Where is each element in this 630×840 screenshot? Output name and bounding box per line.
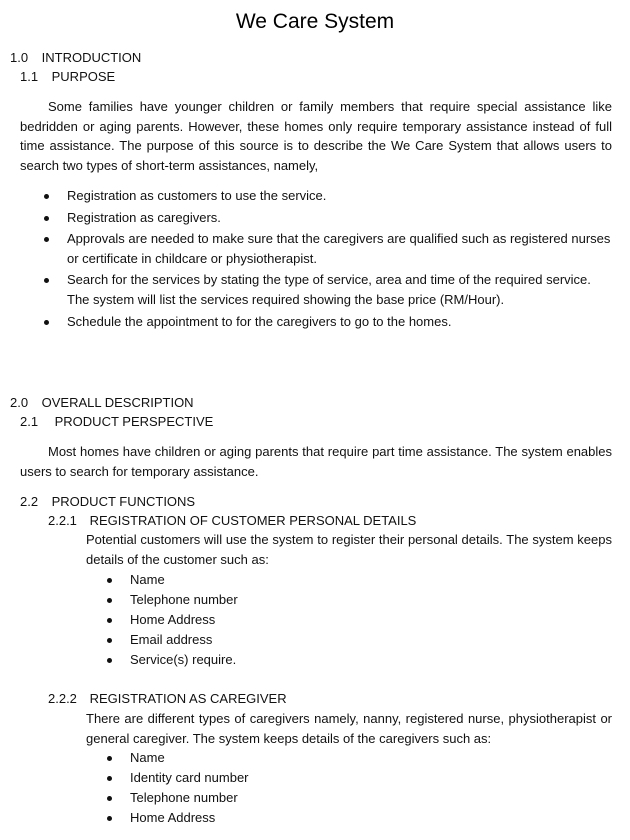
customer-details-paragraph: Potential customers will use the system to register their personal details. The system keeps details of the customer such as:	[86, 532, 612, 567]
list-item-text: Telephone number	[130, 592, 238, 607]
purpose-list-item	[41, 270, 612, 309]
list-item-text: Name	[130, 750, 165, 765]
list-item-text: Identity card number	[130, 770, 249, 785]
bullet-icon	[107, 796, 112, 801]
section-2-2-2-heading	[48, 690, 287, 708]
purpose-list-item	[41, 229, 612, 268]
list-item-text: Schedule the appointment to for the caregivers to go to the homes.	[67, 313, 452, 329]
bullet-icon	[107, 638, 112, 643]
list-item-text: Email address	[130, 632, 213, 647]
caregiver-field-item	[107, 808, 507, 828]
bullet-icon	[44, 237, 49, 242]
section-number: 1.0	[10, 50, 29, 65]
customer-field-item	[107, 650, 507, 670]
section-number: 2.2.1	[48, 513, 77, 528]
list-item-text: Registration as customers to use the service.	[67, 188, 327, 203]
bullet-icon	[107, 816, 112, 821]
purpose-list-item	[41, 208, 612, 228]
customer-fields-list	[107, 570, 507, 670]
section-2-2-heading	[20, 493, 195, 511]
bullet-icon	[107, 578, 112, 583]
caregiver-field-item	[107, 768, 507, 788]
section-2-1-heading	[20, 413, 213, 431]
list-item-text: Telephone number	[130, 790, 238, 805]
list-item-text: Home Address	[130, 612, 216, 627]
purpose-list	[41, 186, 612, 333]
section-1-heading	[10, 49, 141, 67]
customer-field-item	[107, 610, 507, 630]
section-label: REGISTRATION OF CUSTOMER PERSONAL DETAILS	[89, 513, 417, 528]
section-2-heading	[10, 394, 194, 412]
section-2-2-1-heading	[48, 512, 416, 530]
list-item-text: Approvals are needed to make sure that the caregivers are qualified such as registered nurses or certificate in childcare or physiotherapist.	[67, 231, 611, 266]
purpose-paragraph: Some families have younger children or family members that require special assistance like bedridden or aging parents. However, these homes only require temporary assistance instead of full time assistance. The purpose of this source is to describe the We Care System that allows users to search two types of short-term assistances, namely,	[20, 99, 612, 173]
bullet-icon	[107, 618, 112, 623]
customer-field-item	[107, 590, 507, 610]
section-label: PRODUCT FUNCTIONS	[51, 494, 196, 509]
bullet-icon	[44, 278, 49, 283]
purpose-list-item	[41, 312, 612, 332]
section-number: 2.2.2	[48, 691, 77, 706]
caregiver-field-item	[107, 748, 507, 768]
section-label: REGISTRATION AS CAREGIVER	[89, 691, 287, 706]
bullet-icon	[107, 658, 112, 663]
bullet-icon	[107, 598, 112, 603]
section-1-1-heading	[20, 68, 115, 86]
bullet-icon	[107, 776, 112, 781]
section-label: PURPOSE	[51, 69, 116, 84]
bullet-icon	[44, 320, 49, 325]
list-item-text: Search for the services by stating the type of service, area and time of the required service. The system will list the services required showing the base price (RM/Hour).	[67, 272, 591, 307]
customer-field-item	[107, 630, 507, 650]
customer-field-item	[107, 570, 507, 590]
caregiver-field-item	[107, 788, 507, 808]
list-item-text: Name	[130, 572, 165, 587]
section-number: 1.1	[20, 69, 39, 84]
caregiver-details-paragraph: There are different types of caregivers namely, nanny, registered nurse, physiotherapist or general caregiver. The system keeps details of the caregivers such as:	[86, 711, 612, 746]
section-label: OVERALL DESCRIPTION	[41, 395, 194, 410]
bullet-icon	[107, 756, 112, 761]
perspective-paragraph: Most homes have children or aging parents that require part time assistance. The system enables users to search for temporary assistance.	[20, 444, 612, 479]
purpose-list-item	[41, 186, 612, 206]
bullet-icon	[44, 194, 49, 199]
section-number: 2.0	[10, 395, 29, 410]
section-number: 2.2	[20, 494, 39, 509]
document-title: We Care System	[235, 10, 395, 33]
caregiver-fields-list	[107, 748, 507, 828]
section-label: INTRODUCTION	[41, 50, 142, 65]
list-item-text: Registration as caregivers.	[67, 209, 221, 225]
list-item-text: Service(s) require.	[130, 652, 237, 667]
section-label: PRODUCT PERSPECTIVE	[54, 414, 214, 429]
bullet-icon	[44, 216, 49, 221]
list-item-text: Home Address	[130, 810, 216, 825]
section-number: 2.1	[20, 414, 39, 429]
